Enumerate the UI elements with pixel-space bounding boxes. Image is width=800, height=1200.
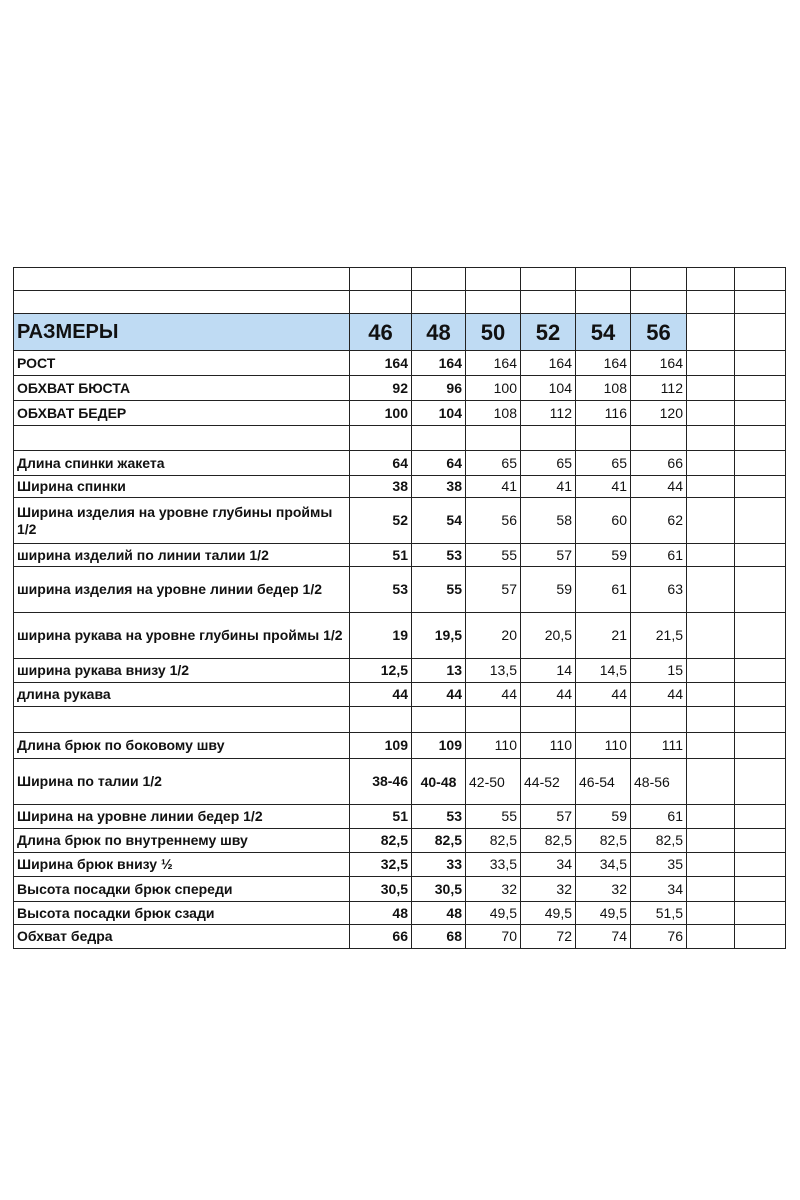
size-header-cell: 54 — [576, 314, 631, 351]
empty-cell — [14, 268, 350, 291]
measurement-value: 112 — [631, 376, 687, 401]
measurement-row — [14, 451, 786, 476]
empty-cell — [687, 268, 735, 291]
measurement-value: 21,5 — [631, 613, 687, 659]
measurement-value: 100 — [350, 401, 412, 426]
measurement-value: 66 — [631, 451, 687, 476]
measurement-value: 48 — [412, 902, 466, 925]
empty-cell — [412, 268, 466, 291]
measurement-value: 82,5 — [412, 829, 466, 853]
measurement-label: Ширина изделия на уровне глубины проймы 1/2 — [14, 498, 350, 544]
empty-cell — [687, 659, 735, 683]
measurement-value: 82,5 — [521, 829, 576, 853]
empty-cell — [735, 544, 786, 567]
measurement-value: 64 — [350, 451, 412, 476]
empty-cell — [687, 476, 735, 498]
measurement-row — [14, 759, 786, 805]
measurement-value: 164 — [466, 351, 521, 376]
measurement-row — [14, 376, 786, 401]
measurement-value: 44 — [631, 683, 687, 707]
empty-cell — [14, 291, 350, 314]
measurement-label: Высота посадки брюк сзади — [14, 902, 350, 925]
measurement-row — [14, 683, 786, 707]
empty-cell — [687, 683, 735, 707]
empty-cell — [735, 829, 786, 853]
empty-cell — [735, 291, 786, 314]
empty-cell — [687, 426, 735, 451]
empty-cell — [735, 683, 786, 707]
measurement-value: 65 — [576, 451, 631, 476]
measurement-value: 20 — [466, 613, 521, 659]
size-chart-table — [13, 267, 786, 949]
measurement-value: 74 — [576, 925, 631, 949]
measurement-value: 76 — [631, 925, 687, 949]
measurement-label: Ширина спинки — [14, 476, 350, 498]
measurement-value: 164 — [631, 351, 687, 376]
header-title: РАЗМЕРЫ — [14, 314, 350, 351]
empty-cell — [687, 707, 735, 733]
measurement-value: 14,5 — [576, 659, 631, 683]
measurement-value: 38-46 — [350, 759, 412, 805]
measurement-value: 35 — [631, 853, 687, 877]
measurement-value: 62 — [631, 498, 687, 544]
empty-cell — [687, 291, 735, 314]
measurement-value: 33,5 — [466, 853, 521, 877]
measurement-value: 164 — [412, 351, 466, 376]
empty-cell — [631, 291, 687, 314]
measurement-row — [14, 805, 786, 829]
measurement-row — [14, 733, 786, 759]
empty-cell — [735, 759, 786, 805]
empty-cell — [466, 291, 521, 314]
measurement-value: 55 — [466, 805, 521, 829]
empty-cell — [735, 451, 786, 476]
measurement-value: 49,5 — [521, 902, 576, 925]
empty-cell — [687, 759, 735, 805]
measurement-value: 72 — [521, 925, 576, 949]
measurement-value: 44 — [412, 683, 466, 707]
measurement-value: 30,5 — [350, 877, 412, 902]
measurement-row — [14, 351, 786, 376]
measurement-label: ширина изделия на уровне линии бедер 1/2 — [14, 567, 350, 613]
measurement-value: 104 — [412, 401, 466, 426]
empty-row — [14, 707, 786, 733]
empty-cell — [735, 707, 786, 733]
measurement-value: 41 — [576, 476, 631, 498]
measurement-row — [14, 401, 786, 426]
empty-cell — [735, 476, 786, 498]
empty-cell — [466, 426, 521, 451]
measurement-label: Высота посадки брюк спереди — [14, 877, 350, 902]
empty-cell — [576, 426, 631, 451]
measurement-value: 51 — [350, 805, 412, 829]
measurement-value: 13 — [412, 659, 466, 683]
empty-cell — [735, 376, 786, 401]
empty-cell — [521, 707, 576, 733]
measurement-value: 59 — [576, 544, 631, 567]
measurement-row — [14, 498, 786, 544]
measurement-value: 34 — [631, 877, 687, 902]
empty-cell — [735, 401, 786, 426]
measurement-row — [14, 925, 786, 949]
measurement-label: ОБХВАТ БЕДЕР — [14, 401, 350, 426]
empty-cell — [735, 351, 786, 376]
empty-cell — [350, 268, 412, 291]
empty-cell — [687, 567, 735, 613]
empty-cell — [631, 707, 687, 733]
measurement-value: 38 — [350, 476, 412, 498]
empty-cell — [687, 376, 735, 401]
empty-cell — [350, 291, 412, 314]
measurement-value: 32,5 — [350, 853, 412, 877]
measurement-value: 34,5 — [576, 853, 631, 877]
empty-cell — [412, 426, 466, 451]
empty-cell — [735, 567, 786, 613]
empty-cell — [735, 925, 786, 949]
empty-cell — [735, 314, 786, 351]
measurement-value: 64 — [412, 451, 466, 476]
empty-cell — [687, 314, 735, 351]
measurement-value: 96 — [412, 376, 466, 401]
measurement-label: ширина рукава внизу 1/2 — [14, 659, 350, 683]
empty-cell — [466, 707, 521, 733]
measurement-value: 59 — [521, 567, 576, 613]
measurement-label: ширина изделий по линии талии 1/2 — [14, 544, 350, 567]
empty-cell — [631, 426, 687, 451]
measurement-value: 60 — [576, 498, 631, 544]
measurement-label: Длина брюк по боковому шву — [14, 733, 350, 759]
measurement-value: 57 — [521, 544, 576, 567]
measurement-value: 14 — [521, 659, 576, 683]
measurement-value: 20,5 — [521, 613, 576, 659]
empty-row — [14, 291, 786, 314]
empty-cell — [14, 707, 350, 733]
measurement-value: 48-56 — [631, 759, 687, 805]
measurement-value: 63 — [631, 567, 687, 613]
empty-cell — [687, 613, 735, 659]
measurement-value: 21 — [576, 613, 631, 659]
empty-cell — [350, 426, 412, 451]
measurement-label: Длина спинки жакета — [14, 451, 350, 476]
measurement-value: 40-48 — [412, 759, 466, 805]
empty-cell — [687, 733, 735, 759]
measurement-value: 104 — [521, 376, 576, 401]
empty-cell — [735, 613, 786, 659]
measurement-value: 41 — [466, 476, 521, 498]
measurement-value: 111 — [631, 733, 687, 759]
measurement-label: Ширина по талии 1/2 — [14, 759, 350, 805]
empty-cell — [687, 829, 735, 853]
measurement-value: 30,5 — [412, 877, 466, 902]
measurement-value: 164 — [576, 351, 631, 376]
measurement-value: 49,5 — [466, 902, 521, 925]
measurement-value: 82,5 — [466, 829, 521, 853]
measurement-value: 48 — [350, 902, 412, 925]
measurement-value: 68 — [412, 925, 466, 949]
measurement-value: 82,5 — [350, 829, 412, 853]
empty-cell — [521, 426, 576, 451]
measurement-value: 110 — [466, 733, 521, 759]
empty-cell — [687, 925, 735, 949]
measurement-value: 32 — [576, 877, 631, 902]
measurement-value: 61 — [631, 805, 687, 829]
measurement-row — [14, 829, 786, 853]
size-header-cell: 52 — [521, 314, 576, 351]
empty-cell — [576, 268, 631, 291]
measurement-value: 82,5 — [631, 829, 687, 853]
measurement-label: длина рукава — [14, 683, 350, 707]
empty-row — [14, 426, 786, 451]
measurement-value: 32 — [466, 877, 521, 902]
measurement-value: 65 — [521, 451, 576, 476]
empty-cell — [735, 426, 786, 451]
measurement-label: Длина брюк по внутреннему шву — [14, 829, 350, 853]
size-header-cell: 56 — [631, 314, 687, 351]
measurement-row — [14, 853, 786, 877]
empty-cell — [14, 426, 350, 451]
empty-cell — [735, 498, 786, 544]
measurement-value: 15 — [631, 659, 687, 683]
measurement-value: 53 — [350, 567, 412, 613]
measurement-value: 44 — [631, 476, 687, 498]
measurement-row — [14, 544, 786, 567]
measurement-value: 164 — [350, 351, 412, 376]
empty-cell — [687, 498, 735, 544]
measurement-row — [14, 613, 786, 659]
measurement-value: 42-50 — [466, 759, 521, 805]
measurement-value: 51,5 — [631, 902, 687, 925]
measurement-value: 41 — [521, 476, 576, 498]
empty-cell — [687, 805, 735, 829]
measurement-value: 44 — [350, 683, 412, 707]
empty-cell — [412, 291, 466, 314]
size-header-cell: 50 — [466, 314, 521, 351]
measurement-value: 46-54 — [576, 759, 631, 805]
empty-cell — [687, 451, 735, 476]
empty-cell — [735, 853, 786, 877]
measurement-value: 49,5 — [576, 902, 631, 925]
measurement-row — [14, 567, 786, 613]
measurement-value: 57 — [466, 567, 521, 613]
measurement-value: 44 — [466, 683, 521, 707]
measurement-value: 109 — [412, 733, 466, 759]
measurement-row — [14, 902, 786, 925]
empty-cell — [576, 291, 631, 314]
measurement-value: 109 — [350, 733, 412, 759]
empty-cell — [631, 268, 687, 291]
measurement-value: 19,5 — [412, 613, 466, 659]
measurement-value: 53 — [412, 805, 466, 829]
measurement-row — [14, 659, 786, 683]
measurement-value: 108 — [576, 376, 631, 401]
measurement-value: 34 — [521, 853, 576, 877]
measurement-value: 13,5 — [466, 659, 521, 683]
measurement-value: 55 — [466, 544, 521, 567]
empty-cell — [735, 659, 786, 683]
measurement-value: 70 — [466, 925, 521, 949]
empty-cell — [687, 877, 735, 902]
measurement-label: Обхват бедра — [14, 925, 350, 949]
size-header-cell: 48 — [412, 314, 466, 351]
measurement-value: 12,5 — [350, 659, 412, 683]
empty-cell — [466, 268, 521, 291]
empty-cell — [687, 351, 735, 376]
empty-cell — [687, 902, 735, 925]
measurement-value: 55 — [412, 567, 466, 613]
measurement-label: Ширина брюк внизу ½ — [14, 853, 350, 877]
measurement-label: ОБХВАТ БЮСТА — [14, 376, 350, 401]
empty-cell — [576, 707, 631, 733]
measurement-label: ширина рукава на уровне глубины проймы 1/2 — [14, 613, 350, 659]
measurement-label: РОСТ — [14, 351, 350, 376]
empty-cell — [412, 707, 466, 733]
measurement-value: 44-52 — [521, 759, 576, 805]
measurement-value: 59 — [576, 805, 631, 829]
measurement-value: 52 — [350, 498, 412, 544]
measurement-label: Ширина на уровне линии бедер 1/2 — [14, 805, 350, 829]
measurement-value: 82,5 — [576, 829, 631, 853]
size-header-cell: 46 — [350, 314, 412, 351]
measurement-value: 120 — [631, 401, 687, 426]
measurement-value: 58 — [521, 498, 576, 544]
empty-cell — [735, 902, 786, 925]
empty-cell — [735, 877, 786, 902]
empty-cell — [687, 401, 735, 426]
measurement-value: 19 — [350, 613, 412, 659]
measurement-value: 116 — [576, 401, 631, 426]
measurement-value: 57 — [521, 805, 576, 829]
measurement-value: 61 — [576, 567, 631, 613]
empty-cell — [687, 853, 735, 877]
measurement-value: 53 — [412, 544, 466, 567]
empty-row — [14, 268, 786, 291]
measurement-value: 44 — [521, 683, 576, 707]
measurement-value: 110 — [521, 733, 576, 759]
empty-cell — [521, 268, 576, 291]
empty-cell — [521, 291, 576, 314]
empty-cell — [735, 268, 786, 291]
measurement-value: 56 — [466, 498, 521, 544]
measurement-value: 38 — [412, 476, 466, 498]
measurement-value: 54 — [412, 498, 466, 544]
measurement-value: 32 — [521, 877, 576, 902]
measurement-value: 110 — [576, 733, 631, 759]
measurement-value: 112 — [521, 401, 576, 426]
measurement-row — [14, 476, 786, 498]
measurement-value: 92 — [350, 376, 412, 401]
empty-cell — [735, 733, 786, 759]
measurement-value: 66 — [350, 925, 412, 949]
measurement-row — [14, 877, 786, 902]
measurement-value: 51 — [350, 544, 412, 567]
measurement-value: 65 — [466, 451, 521, 476]
measurement-value: 108 — [466, 401, 521, 426]
empty-cell — [735, 805, 786, 829]
measurement-value: 100 — [466, 376, 521, 401]
measurement-value: 33 — [412, 853, 466, 877]
empty-cell — [687, 544, 735, 567]
measurement-value: 164 — [521, 351, 576, 376]
header-row — [14, 314, 786, 351]
measurement-value: 44 — [576, 683, 631, 707]
empty-cell — [350, 707, 412, 733]
measurement-value: 61 — [631, 544, 687, 567]
